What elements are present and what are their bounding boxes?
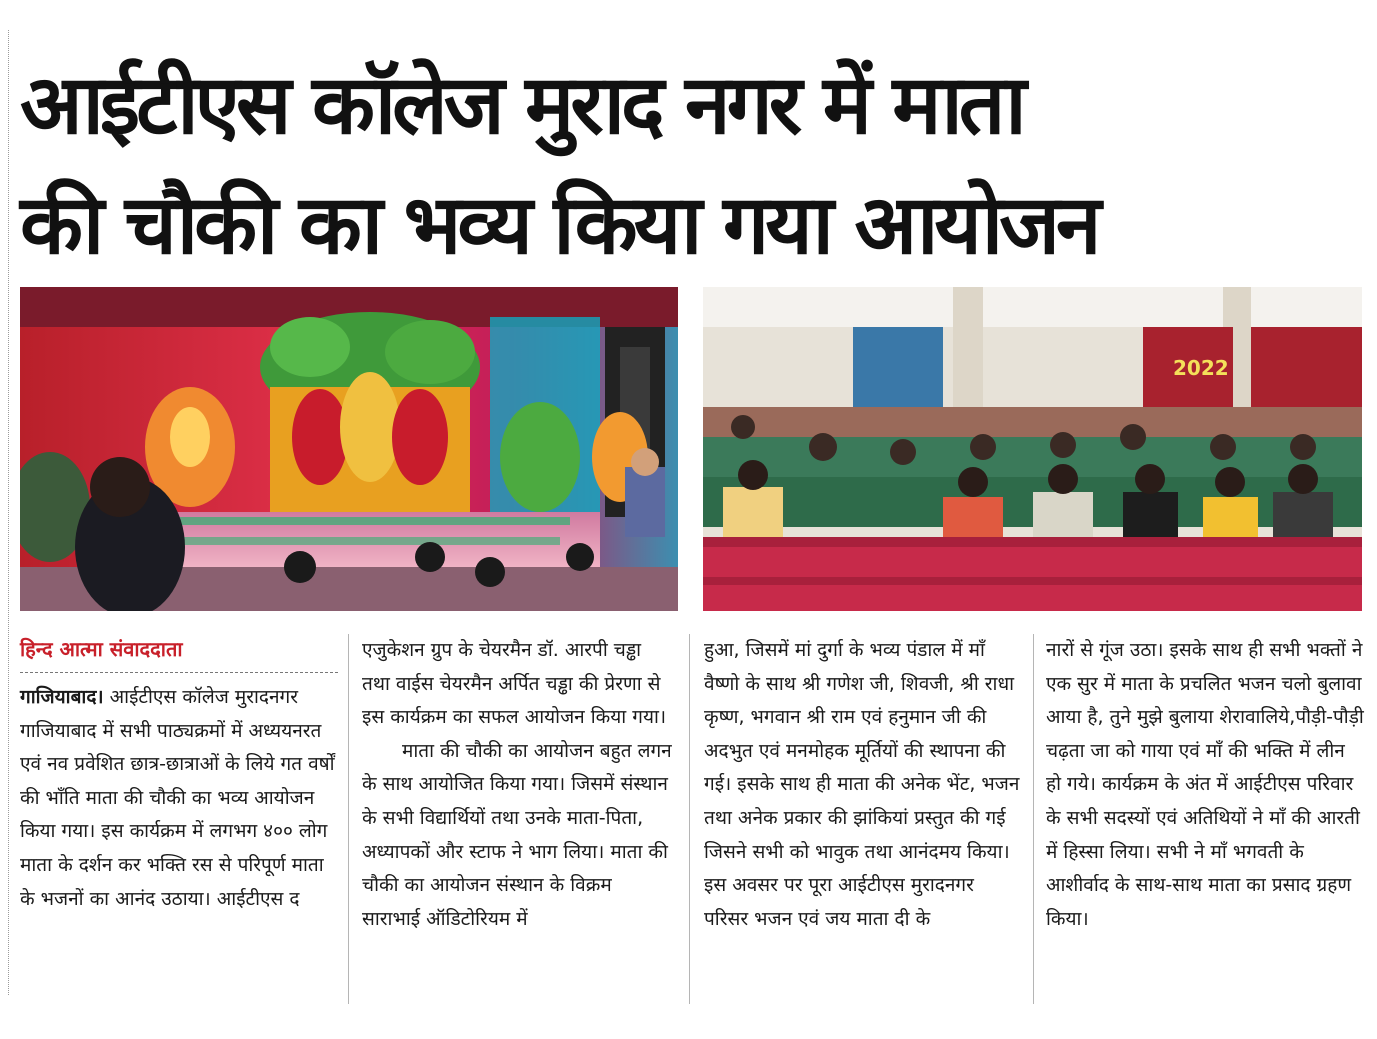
audience-photo-illustration (703, 287, 1362, 611)
dateline: गाजियाबाद। (20, 686, 104, 708)
article-column-4 (1046, 634, 1364, 936)
article-paragraph: माता की चौकी का आयोजन बहुत लगन के साथ आयोजित किया गया। जिसमें संस्थान के सभी विद्यार्थियों तथा उनके माता-पिता, अध्यापकों और स्टाफ ने भाग लिया। माता की चौकी का आयोजन संस्थान के विक्रम साराभाई ऑडिटोरियम में (362, 739, 672, 930)
byline: हिन्द आत्मा संवाददाता (20, 634, 338, 673)
headline-line-1: आईटीएस कॉलेज मुराद नगर में माता (20, 58, 1023, 153)
article-column-3 (704, 634, 1022, 936)
article-text: आईटीएस कॉलेज मुरादनगर गाजियाबाद में सभी पाठ्यक्रमों में अध्ययनरत एवं नव प्रवेशित छात्र-छात्राओं के लिये गत वर्षों की भाँति माता की चौकी का भव्य आयोजन किया गया। इस कार्यक्रम में लगभग ४०० लोग माता के दर्शन कर भक्ति रस से परिपूर्ण माता के भजनों का आनंद उठाया। आईटीएस द (20, 686, 335, 910)
banner-year: 2022 (1173, 356, 1229, 380)
article-paragraph (20, 681, 338, 916)
headline (20, 46, 1360, 286)
column-rule (689, 634, 690, 1004)
article-column-2 (362, 634, 674, 936)
headline-line-2: की चौकी का भव्य किया गया आयोजन (20, 178, 1098, 273)
stage-photo-illustration (20, 287, 678, 611)
article-paragraph: एजुकेशन ग्रुप के चेयरमैन डॉ. आरपी चड्ढा तथा वाईस चेयरमैन अर्पित चड्ढा की प्रेरणा से इस कार्यक्रम का सफल आयोजन किया गया। (362, 639, 667, 729)
article-paragraph: नारों से गूंज उठा। इसके साथ ही सभी भक्तों ने एक सुर में माता के प्रचलित भजन चलो बुलावा आया है, तुने मुझे बुलाया शेरावालिये,पौड़ी-पौड़ी चढ़ता जा को गाया एवं माँ की भक्ति में लीन हो गये। कार्यक्रम के अंत में आईटीएस परिवार के सभी सदस्यों एवं अतिथियों ने माँ की आरती में हिस्सा लिया। सभी ने माँ भगवती के आशीर्वाद के साथ-साथ माता का प्रसाद ग्रहण किया। (1046, 639, 1364, 930)
stage-photo (20, 287, 678, 611)
audience-photo (703, 287, 1362, 611)
article-paragraph: हुआ, जिसमें मां दुर्गा के भव्य पंडाल में माँ वैष्णो के साथ श्री गणेश जी, शिवजी, श्री राधा कृष्ण, भगवान श्री राम एवं हनुमान जी की अदभुत एवं मनमोहक मूर्तियों की स्थापना की गई। इसके साथ ही माता की अनेक भेंट, भजन तथा अनेक प्रकार की झांकियां प्रस्तुत की गई जिसने सभी को भावुक तथा आनंदमय किया। इस अवसर पर पूरा आईटीएस मुरादनगर परिसर भजन एवं जय माता दी के (704, 639, 1020, 930)
page-edge-rule (8, 30, 9, 995)
column-rule (1033, 634, 1034, 1004)
column-rule (348, 634, 349, 1004)
article-column-1 (20, 634, 338, 916)
